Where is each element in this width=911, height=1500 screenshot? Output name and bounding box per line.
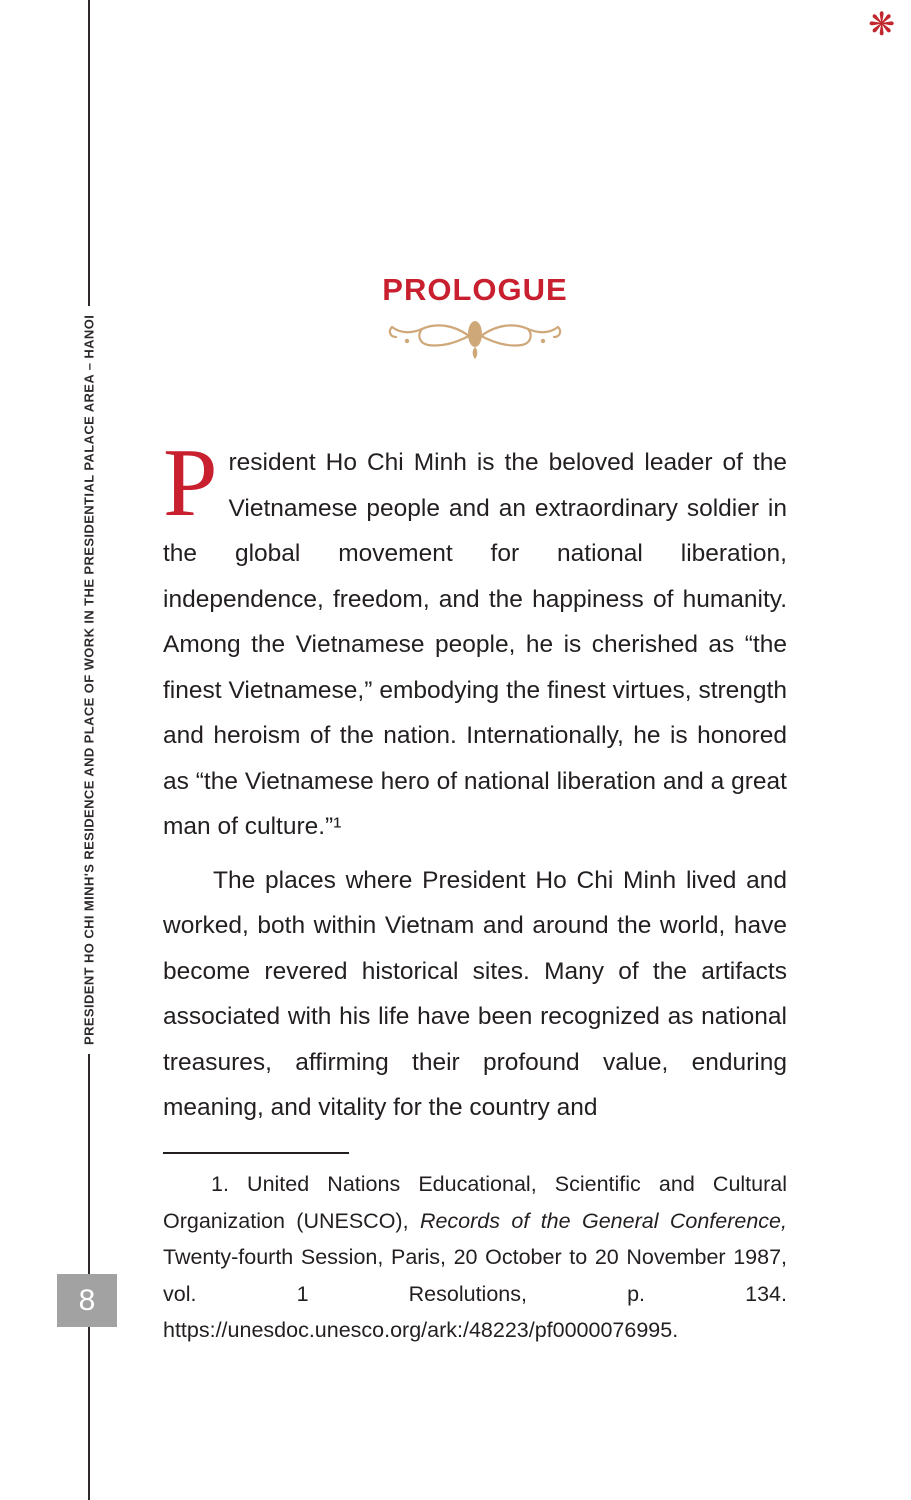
running-title-vertical: PRESIDENT HO CHI MINH'S RESIDENCE AND PLACE OF WORK IN THE PRESIDENTIAL PALACE AREA – HANOI: [81, 314, 97, 1046]
footnote-rule: [163, 1152, 349, 1154]
footnote: [163, 1166, 787, 1349]
footnote-work-title: Records of the General Conference,: [419, 1208, 787, 1233]
page-number: 8: [78, 1283, 96, 1317]
footnote-text-start: 1. United Nations Educational, Scientific and Cultural Organization (UNESCO),: [163, 1172, 787, 1233]
body-text: [163, 429, 787, 1131]
sidebar-rule-top: [88, 0, 90, 306]
chapter-title: PROLOGUE: [382, 272, 568, 307]
opening-paragraph-text: resident Ho Chi Minh is the beloved leader of the Vietnamese people and an extraordinary soldier in the global movement for national liberation, independence, freedom, and the happiness of humanity. Among the Vietnamese people, he is cherished as “the finest Vietnamese,” embodying the finest virtues, strength and heroism of the nation. Internationally, he is honored as “the Vietnamese hero of national liberation and a great man of culture.”¹: [163, 449, 787, 840]
page-number-badge: [57, 1274, 117, 1327]
opening-paragraph: [163, 429, 787, 850]
second-paragraph: The places where President Ho Chi Minh lived and worked, both within Vietnam and around the world, have become revered historical sites. Many of the artifacts associated with his life have been recognized as national treasures, affirming their profound value, enduring meaning, and vitality for the country and: [163, 866, 787, 1121]
footnote-text-end: Twenty-fourth Session, Paris, 20 October to 20 November 1987, vol. 1 Resolutions, p. 134. https://unesdoc.unesco.org/ark:/48223/pf0000076995.: [163, 1245, 787, 1342]
drop-cap: P: [163, 429, 218, 537]
text-column: [163, 0, 787, 1500]
divider-ornament-icon: [163, 314, 787, 367]
flower-ornament-icon: ❋: [868, 6, 895, 42]
